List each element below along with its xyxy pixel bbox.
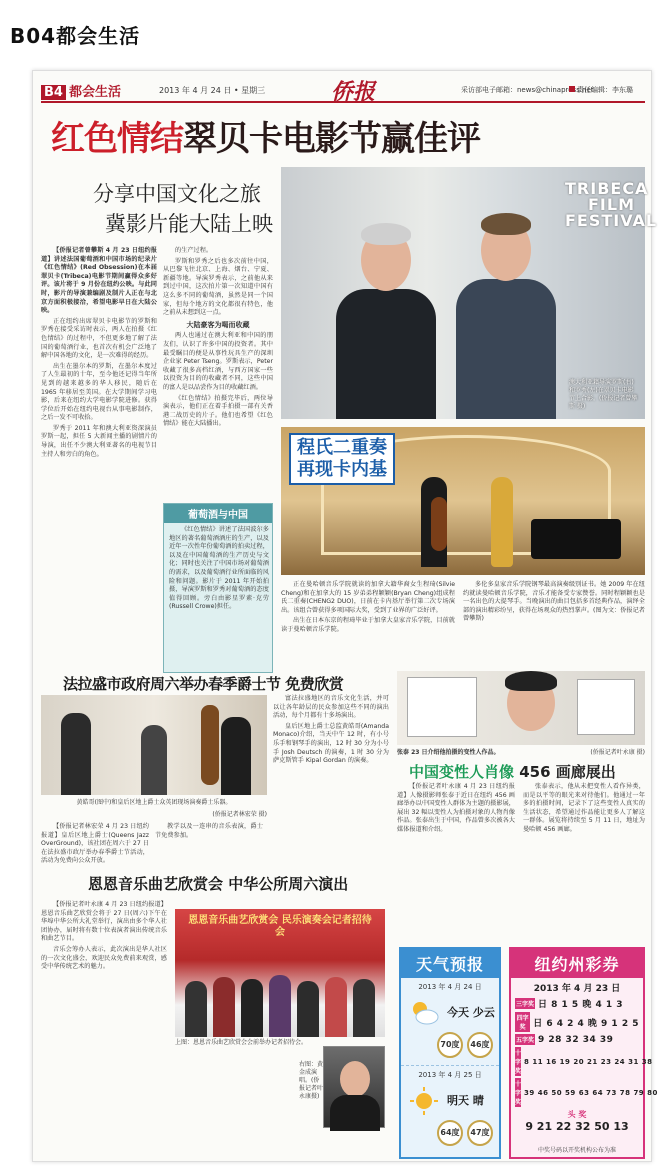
article-paragraph: 的生产过程。 bbox=[175, 247, 213, 254]
portrait-credit: (侨报记者叶永康 摄) bbox=[590, 749, 645, 756]
jazz-text-col-3 bbox=[273, 695, 389, 871]
lottery-bonus-label: 头 奖 bbox=[567, 1110, 587, 1119]
main-photo bbox=[281, 167, 658, 419]
article-paragraph: 教学以及一连串的音乐表演，爵士节免费参加。 bbox=[155, 823, 263, 839]
portrait-photo bbox=[397, 671, 645, 745]
article-paragraph: 张泰表示，他从未把变性人看作异类，而是以平等的眼光来对待他们。他通过一年多的拍摄时间，记录下了这些变性人真实的生活状态，希望通过作品能让更多人了解这一群体。展览将持续至 5 月 11 日，地址为曼哈顿 456 画廊。 bbox=[523, 783, 645, 833]
headline-dark: 456 画廊展出 bbox=[519, 763, 616, 781]
concert-headline bbox=[289, 433, 395, 485]
lottery-box bbox=[509, 947, 658, 1159]
page-label bbox=[41, 81, 121, 100]
pianist bbox=[491, 477, 513, 567]
article-paragraph: 罗秀于 2011 年和澳大利亚资深演员罗斯一起，担任 5 大新闻主播的剧情片的导演，出任不少澳大利亚著名的电视节目主持人和旁白的角色。 bbox=[41, 424, 157, 458]
wine-sidebar-text bbox=[169, 526, 269, 672]
lottery-row bbox=[515, 1047, 653, 1076]
headline-green: 中国变性人肖像 bbox=[409, 763, 515, 781]
subhead-line-1: 分享中国文化之旅 bbox=[93, 182, 261, 206]
article-paragraph: 出生在墨尔本的罗斯，在墨尔本度过了人生最初的十年，至今他还记得当年所见到的越来越多的华人移民，随后在 1965 年移居至美国。在大学期间学习电影，后来在纽约大学电影学院进修。获得学位后开始在纽约电视台从事电影制作，之后一发不可收拾。 bbox=[41, 362, 157, 422]
jazz-text-col-2 bbox=[155, 823, 263, 871]
weather-high: 70度 bbox=[437, 1032, 463, 1058]
lottery-row-label: 三字奖 bbox=[515, 998, 535, 1009]
article-paragraph: 《红色情结》讲述了法国波尔多地区的著名葡萄酒酒庄的生产，以及近年一次性年份葡萄酒的拍卖过程，以及在中国葡萄酒的生产历史与文化；同时也关注了中国市场对葡萄酒的需求，以及葡萄酒行业所面临的风险和问题。影片于 2011 年开始拍摄，导演罗斯和罗秀对葡萄酒的态度值得回顾。旁白由影星罗素·克劳(Russell Crowe)担任。 bbox=[169, 526, 269, 611]
lottery-date: 2013 年 4 月 23 日 bbox=[533, 984, 621, 994]
lottery-footnote: 中奖号码以开奖机构公布为准 bbox=[537, 1147, 616, 1154]
lottery-row-label: 四字奖 bbox=[515, 1012, 530, 1032]
weather-high: 64度 bbox=[437, 1120, 463, 1146]
page-section: 都会生活 bbox=[68, 85, 121, 100]
article-paragraph: 正在纽约出席翠贝卡电影节的罗斯和罗秀在接受采访时表示，两人在拍摄《红色情结》的过程中，不但更多地了解了法国的葡萄酒行业，也首次有机会广泛地了解中国各地的文化，是一次难得的经历。 bbox=[41, 317, 157, 360]
subheadline bbox=[93, 179, 273, 239]
wine-sidebar-title: 葡萄酒与中国 bbox=[164, 504, 272, 523]
jazz-text-col-1 bbox=[41, 823, 149, 871]
sunny-icon bbox=[409, 1086, 439, 1116]
newspaper-logo: 侨报 bbox=[331, 79, 376, 105]
article-paragraph: 两人也通过在澳大利亚和中国的朋友们，认识了许多中国的投资者。其中最受瞩目的便是从事性玩具生产的深圳企业家 Peter Tseng。罗斯表示，Peter 收藏了很多高档红酒，与西方国家一些以投资为目的的收藏者不同，这些中国的富人是以品尝作为目的收藏红酒。 bbox=[163, 332, 273, 391]
page-editor: 责任编辑：李东璐 bbox=[569, 85, 633, 95]
headline-dark: 翠贝卡电影节赢佳评 bbox=[183, 119, 480, 159]
group-photo-caption: 上图：恩恩音乐曲艺欣赏会会前举办记者招待会。 bbox=[175, 1039, 308, 1046]
jazz-photo-credit: (侨报记者林宏荣 摄) bbox=[212, 811, 267, 818]
lottery-title: 纽约州彩券 bbox=[511, 949, 643, 978]
article-paragraph: 【侨报记者林宏荣 4 月 23 日纽约报道】皇后区地上爵士(Queens Jazz OverGround)，该社团在周六于 27 日在法拉盛市政厅举办春季爵士节活动，活动为免费向公众开放。 bbox=[41, 823, 149, 865]
subhead-line-2: 冀影片能大陆上映 bbox=[105, 212, 273, 236]
portrait-caption-text: 张泰 23 日介绍他拍摄的变性人作品。 bbox=[397, 749, 500, 756]
director-left bbox=[331, 189, 441, 419]
page-number: B4 bbox=[41, 85, 66, 100]
lottery-numbers: 日 6 4 2 4 晚 9 1 2 5 bbox=[533, 1018, 639, 1029]
article-column-2 bbox=[163, 247, 273, 499]
main-headline bbox=[51, 111, 480, 160]
headline-red: 红色情结 bbox=[51, 119, 183, 159]
weather-day-today bbox=[401, 978, 499, 1066]
weather-low: 47度 bbox=[467, 1120, 493, 1146]
article-subheading: 大陆豪客为喝而收藏 bbox=[186, 320, 250, 329]
transgender-text-col-1 bbox=[397, 783, 515, 943]
group-photo bbox=[175, 909, 385, 1037]
wine-sidebar bbox=[163, 503, 273, 673]
concert-title-line-2: 再现卡内基 bbox=[297, 459, 387, 480]
lottery-row bbox=[515, 1012, 639, 1032]
trumpeter bbox=[61, 713, 91, 795]
partly-cloudy-icon bbox=[409, 998, 439, 1028]
weather-date: 2013 年 4 月 25 日 bbox=[418, 1071, 482, 1079]
lottery-numbers: 8 11 16 19 20 21 23 24 31 38 bbox=[524, 1057, 653, 1066]
lottery-numbers: 9 28 32 34 39 bbox=[538, 1034, 614, 1045]
article-paragraph: 【侨报记者叶永康 4 月 23 日纽约报道】恩恩音乐曲艺欣赏会将于 27 日(周六)下午在华埠中华公所大礼堂举行，演出由多个华人社团协办，届时将有数十位表演者演出传统音乐和曲艺节目。 bbox=[41, 901, 167, 943]
article-paragraph: 【侨报记者曾攀斯 4 月 23 日纽约报道】讲述法国葡萄酒和中国市场的纪录片《红色情结》(Red Obsession)在本届翠贝卡(Tribeca)电影节期间赢得众多好评。该片将于 9 月份在纽约公映。与此同时，影片的导演兼编剧及制片人正在与北京方面积极接洽，希望电影早日在大陆公映。 bbox=[41, 247, 157, 315]
jazz-photo-caption: 黄皓哥(图中)和皇后区地上爵士众英团现场演奏爵士乐器。 bbox=[76, 799, 232, 806]
event-banner: 恩恩音乐曲艺欣赏会 民乐演奏会记者招待会 bbox=[188, 915, 372, 938]
newspaper-page bbox=[32, 70, 658, 1162]
lottery-row bbox=[515, 1034, 639, 1045]
weather-box bbox=[399, 947, 501, 1159]
group-people bbox=[175, 967, 385, 1037]
article-column-1 bbox=[41, 247, 157, 667]
cello bbox=[431, 497, 447, 551]
article-paragraph: 《红色情结》拍摄完毕后，两位导演表示，他们正在着手拍摄一部有关香港二战历史的片子。他们也希望《红色情结》能在大陆播出。 bbox=[163, 394, 273, 428]
lottery-row bbox=[515, 997, 639, 1010]
weather-date: 2013 年 4 月 24 日 bbox=[418, 983, 482, 991]
photographer-hair bbox=[505, 671, 557, 691]
tribeca-banner: TRIBECA FILM FESTIVAL bbox=[565, 179, 658, 230]
director-right bbox=[451, 183, 561, 419]
article-paragraph: 正在曼哈顿音乐学院就读的加拿大籍华裔女生程琦(Silvie Cheng)和在加拿大的 15 岁弟弟程颖颖(Bryan Cheng)组成程氏二重奏(CHENG2 DUO)，日前在卡内基厅举行第二次专场演出。该组合曾获得多项国际大奖，受到了业界的广泛好评。 bbox=[281, 581, 455, 614]
concert2-text-col bbox=[41, 901, 167, 1159]
lottery-numbers: 日 8 1 5 晚 4 1 3 bbox=[538, 1000, 624, 1010]
article-paragraph: 【侨报记者叶永康 4 月 23 日纽约报道】人像摄影师张泰于近日在纽约 456 画廊举办以中国变性人群体为主题的摄影展，展出 32 幅以变性人为拍摄对象的人物肖像作品。张泰出生于中国，作品曾多次被各大媒体报道和介绍。 bbox=[397, 783, 515, 833]
guitarist bbox=[141, 725, 167, 795]
singer-caption: 右图：黄金成演唱。(侨报记者叶永康摄) bbox=[299, 1061, 324, 1100]
article-paragraph: 罗斯和罗秀之后也多次前往中国，从巴黎飞往北京、上海、烟台、宁夏、新疆等地。导演罗秀表示，之前他从来到过中国，这次拍片第一次知道中国有这么多不同的葡萄酒，虽然是同一个国家，但每个地方的文化都很有特色，他之前从未想到这一点。 bbox=[163, 257, 273, 317]
weather-description: 明天 晴 bbox=[447, 1094, 484, 1107]
portrait-artwork bbox=[407, 677, 477, 737]
portrait-artwork bbox=[577, 679, 635, 735]
weather-day-tomorrow bbox=[401, 1066, 499, 1154]
lottery-bonus-numbers: 9 21 22 32 50 13 bbox=[525, 1120, 629, 1133]
piano bbox=[531, 519, 621, 559]
article-paragraph: 皇后区地上爵士总监黄皓哥(Amanda Monaco)介绍，当天中午 12 时，有小号乐手和钢琴手的演出，12 时 30 分为小号手 Josh Deutsch 的演奏，1 时 30 分为萨克斯管手 Kipal Gordan 的演奏。 bbox=[273, 722, 389, 765]
article-paragraph: 音乐会筹办人表示，此次演出是华人社区的一次文化盛会，欢迎民众免费前来观赏，感受中华传统艺术的魅力。 bbox=[41, 945, 167, 971]
masthead bbox=[41, 79, 645, 103]
double-bass bbox=[201, 705, 219, 785]
lottery-row-label: 五字奖 bbox=[515, 1034, 535, 1045]
concert-text-col-1 bbox=[281, 581, 455, 669]
section-tag: B04都会生活 bbox=[10, 24, 141, 48]
article-paragraph: 富法拉盛地区的音乐文化生活，并可以让各年龄层的民众参加这些不同的演出活动，每个月都有十多场演出。 bbox=[273, 695, 389, 720]
lottery-numbers: 39 46 50 59 63 64 73 78 79 80 bbox=[524, 1088, 658, 1097]
portrait-caption bbox=[397, 747, 645, 756]
jazz-headline: 法拉盛市政府周六举办春季爵士节 免费欣赏 bbox=[63, 675, 344, 693]
concert-text-col-2 bbox=[463, 581, 645, 669]
issue-date: 2013 年 4 月 24 日 • 星期三 bbox=[159, 86, 266, 95]
bassist bbox=[221, 717, 251, 795]
lottery-row-label: 十字奖 bbox=[515, 1078, 521, 1107]
jazz-photo bbox=[41, 695, 267, 795]
transgender-headline bbox=[409, 761, 616, 782]
main-photo-caption: 澳大利亚籍导演罗斯(右)和罗秀(左)在翠贝卡电影节上合影。(侨报记者曾攀斯 摄) bbox=[569, 379, 638, 410]
singer-photo bbox=[323, 1046, 385, 1128]
newsroom-email: 采访部电子邮箱：news@chinapress.net bbox=[461, 86, 594, 94]
transgender-text-col-2 bbox=[523, 783, 645, 943]
weather-title: 天气预报 bbox=[401, 949, 499, 978]
lottery-row bbox=[515, 1078, 658, 1107]
concert2-headline: 恩恩音乐曲艺欣赏会 中华公所周六演出 bbox=[88, 875, 349, 893]
weather-description: 今天 少云 bbox=[447, 1006, 495, 1019]
lottery-row-label: 十字奖 bbox=[515, 1047, 521, 1076]
weather-low: 46度 bbox=[467, 1032, 493, 1058]
article-paragraph: 多伦多皇家音乐学院钢琴最高演奏级别证书。她 2009 年在纽约就读曼哈顿音乐学院，音乐才能备受专家赞誉。同时程颖颖也是一名出色的大提琴手。当晚演出的曲目包括多首经典作品，演绎全部的演出精彩纷呈，获得在场观众的热烈掌声。(图为文：侨报记者曾攀斯) bbox=[463, 581, 645, 623]
article-paragraph: 出生在日本东京的程琦毕业于加拿大皇家音乐学院，目前就读于曼哈顿音乐学院。 bbox=[281, 617, 455, 633]
concert-title-line-1: 程氏二重奏 bbox=[297, 437, 387, 458]
